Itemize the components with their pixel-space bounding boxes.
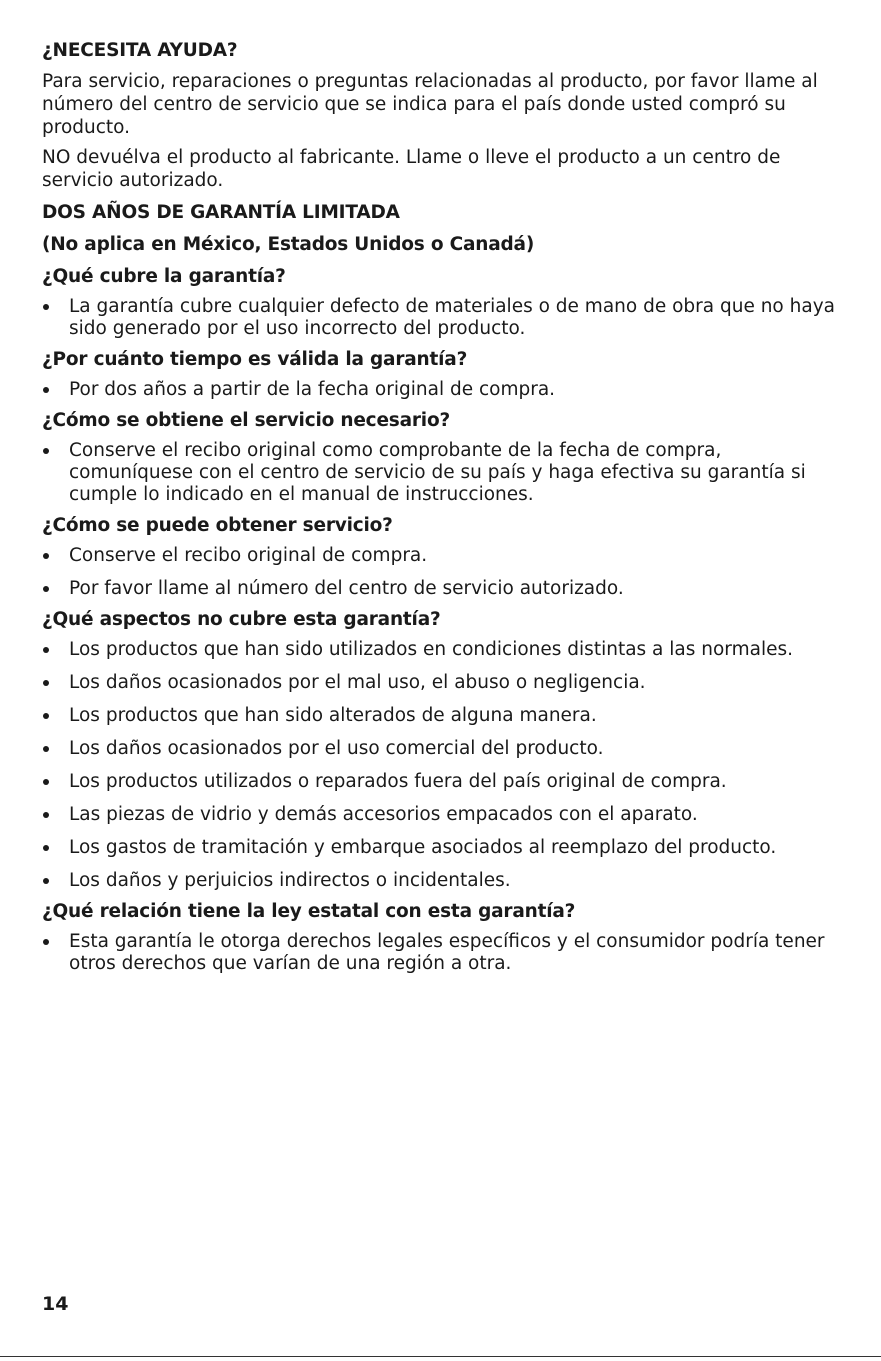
list-item	[42, 639, 842, 661]
list-item-text: Los daños ocasionados por el uso comercial del producto.	[69, 738, 604, 759]
bullet-icon	[43, 448, 49, 454]
list-item	[42, 870, 842, 892]
list-item	[42, 705, 842, 727]
bullet-icon	[43, 387, 49, 393]
list-item-text: Los daños ocasionados por el mal uso, el abuso o negligencia.	[69, 672, 646, 693]
list-item-text: Por favor llame al número del centro de servicio autorizado.	[69, 578, 624, 599]
section-heading: ¿Qué relación tiene la ley estatal con esta garantía?	[42, 901, 576, 922]
list-item	[42, 738, 842, 760]
warranty-sections	[42, 264, 842, 975]
list-item-text: Conserve el recibo original de compra.	[69, 545, 428, 566]
bullet-icon	[43, 939, 49, 945]
list-item-text: Los productos utilizados o reparados fuera del país original de compra.	[69, 771, 727, 792]
help-paragraph-return: NO devuélva el producto al fabricante. Llame o lleve el producto a un centro de servicio autorizado.	[42, 147, 781, 191]
bullet-icon	[43, 779, 49, 785]
bullet-list	[42, 545, 842, 600]
list-item	[42, 296, 842, 340]
bullet-list	[42, 379, 842, 401]
list-item-text: Los daños y perjuicios indirectos o incidentales.	[69, 870, 511, 891]
list-item-text: Conserve el recibo original como comprobante de la fecha de compra, comuníquese con el centro de servicio de su país y haga efectiva su garantía si cumple lo indicado en el manual de instrucciones.	[69, 440, 806, 505]
help-heading: ¿NECESITA AYUDA?	[42, 40, 238, 61]
list-item	[42, 440, 842, 506]
bullet-icon	[43, 746, 49, 752]
warranty-title: DOS AÑOS DE GARANTÍA LIMITADA	[42, 202, 400, 223]
section-heading: ¿Por cuánto tiempo es válida la garantía?	[42, 349, 468, 370]
bullet-icon	[43, 586, 49, 592]
list-item-text: Esta garantía le otorga derechos legales específicos y el consumidor podría tener otros derechos que varían de una región a otra.	[69, 931, 825, 974]
page-number: 14	[42, 1293, 69, 1315]
section-heading: ¿Qué cubre la garantía?	[42, 266, 286, 287]
list-item-text: Las piezas de vidrio y demás accesorios empacados con el aparato.	[69, 804, 698, 825]
bottom-divider	[0, 1356, 881, 1357]
bullet-icon	[43, 878, 49, 884]
help-paragraph-service: Para servicio, reparaciones o preguntas relacionadas al producto, por favor llame al número del centro de servicio que se indica para el país donde usted compró su producto.	[42, 71, 818, 138]
bullet-icon	[43, 713, 49, 719]
section-heading: ¿Cómo se puede obtener servicio?	[42, 515, 393, 536]
bullet-list	[42, 639, 842, 892]
list-item-text: Los productos que han sido alterados de alguna manera.	[69, 705, 597, 726]
bullet-list	[42, 440, 842, 506]
bullet-icon	[43, 845, 49, 851]
list-item	[42, 771, 842, 793]
bullet-icon	[43, 647, 49, 653]
bullet-icon	[43, 680, 49, 686]
list-item-text: La garantía cubre cualquier defecto de materiales o de mano de obra que no haya sido generado por el uso incorrecto del producto.	[69, 296, 835, 339]
bullet-list	[42, 931, 842, 975]
list-item	[42, 672, 842, 694]
warranty-subtitle: (No aplica en México, Estados Unidos o Canadá)	[42, 234, 535, 255]
list-item-text: Por dos años a partir de la fecha original de compra.	[69, 379, 556, 400]
bullet-list	[42, 296, 842, 340]
list-item-text: Los productos que han sido utilizados en condiciones distintas a las normales.	[69, 639, 793, 660]
section-heading: ¿Qué aspectos no cubre esta garantía?	[42, 609, 441, 630]
bullet-icon	[43, 553, 49, 559]
bullet-icon	[43, 812, 49, 818]
list-item	[42, 837, 842, 859]
list-item	[42, 578, 842, 600]
section-heading: ¿Cómo se obtiene el servicio necesario?	[42, 410, 450, 431]
bullet-icon	[43, 304, 49, 310]
list-item-text: Los gastos de tramitación y embarque asociados al reemplazo del producto.	[69, 837, 777, 858]
list-item	[42, 931, 842, 975]
list-item	[42, 379, 842, 401]
list-item	[42, 804, 842, 826]
list-item	[42, 545, 842, 567]
manual-page	[42, 38, 842, 982]
